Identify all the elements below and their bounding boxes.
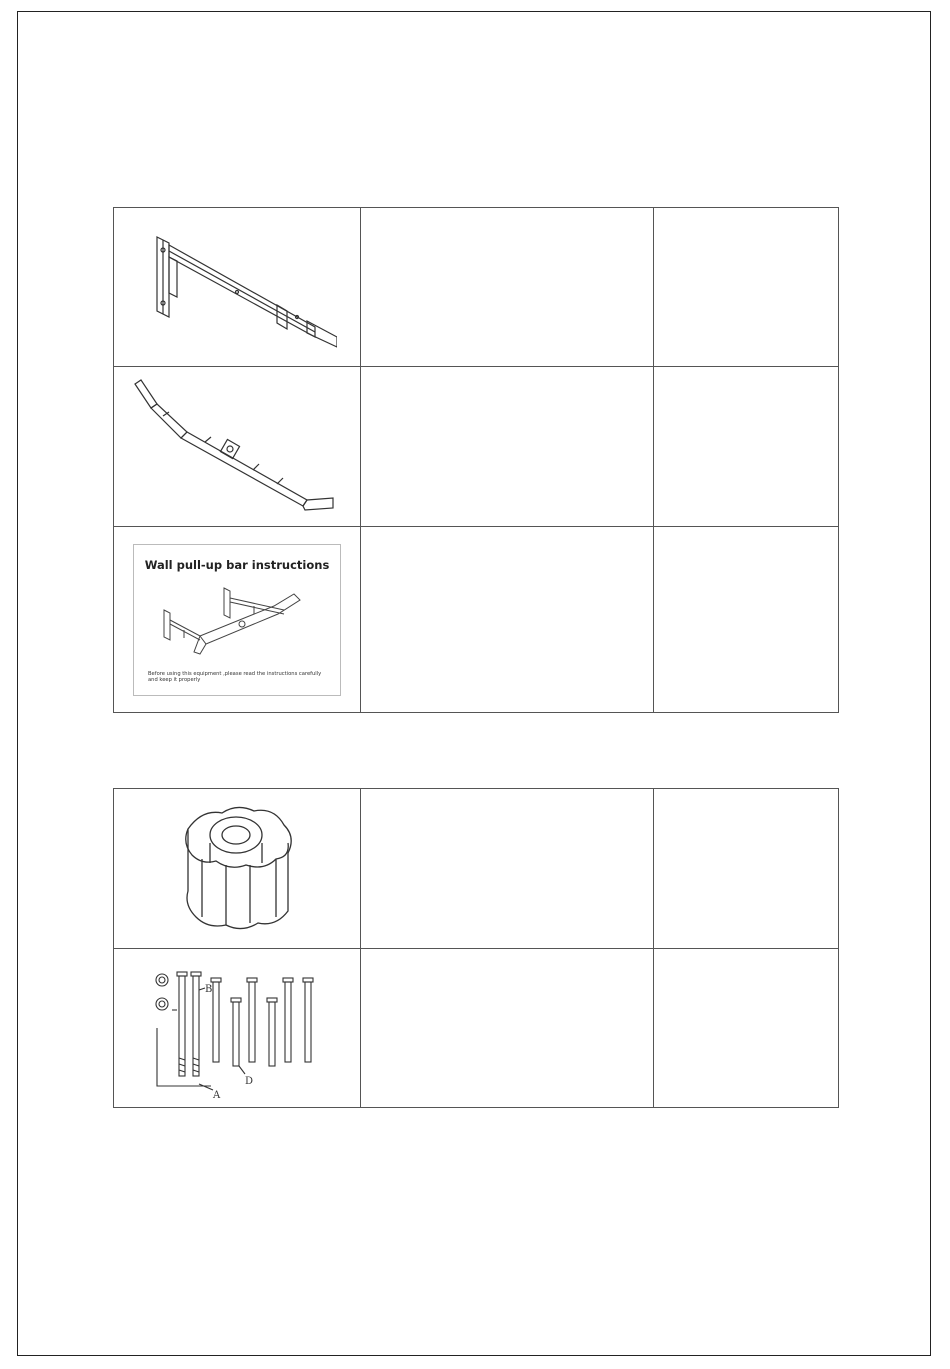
- part-qty-cell: [654, 527, 839, 713]
- wall-bracket-arm-icon: [137, 217, 337, 357]
- part-name-cell: [361, 367, 654, 527]
- manual-note: Before using this equipment ,please read the instructions carefully and keep it properly: [148, 670, 322, 683]
- table-row: [114, 527, 839, 713]
- part-name-cell: [361, 949, 654, 1108]
- part-qty-cell: [654, 789, 839, 949]
- label-b: B: [205, 984, 213, 995]
- parts-table: [113, 207, 839, 713]
- table-row: [114, 789, 839, 949]
- part-image-cell: [114, 527, 361, 713]
- table-row: [114, 208, 839, 367]
- part-image-cell: [114, 367, 361, 527]
- pull-up-bar-illustration: [154, 580, 324, 665]
- part-name-cell: [361, 527, 654, 713]
- knob-nut-icon: [172, 799, 302, 939]
- curved-pull-up-bar-icon: [127, 372, 347, 522]
- part-image-cell: [114, 208, 361, 367]
- manual-title: Wall pull-up bar instructions: [144, 557, 330, 572]
- part-name-cell: [361, 789, 654, 949]
- label-a: A: [213, 1090, 221, 1098]
- part-image-cell: [114, 949, 361, 1108]
- part-qty-cell: [654, 367, 839, 527]
- part-image-cell: [114, 789, 361, 949]
- table-row: [114, 949, 839, 1108]
- part-qty-cell: [654, 949, 839, 1108]
- table-row: [114, 367, 839, 527]
- label-d: D: [245, 1076, 254, 1087]
- instruction-manual-icon: [133, 544, 341, 696]
- part-qty-cell: [654, 208, 839, 367]
- hardware-table: [113, 788, 839, 1108]
- part-name-cell: [361, 208, 654, 367]
- bolts-and-allen-key-icon: [147, 958, 327, 1098]
